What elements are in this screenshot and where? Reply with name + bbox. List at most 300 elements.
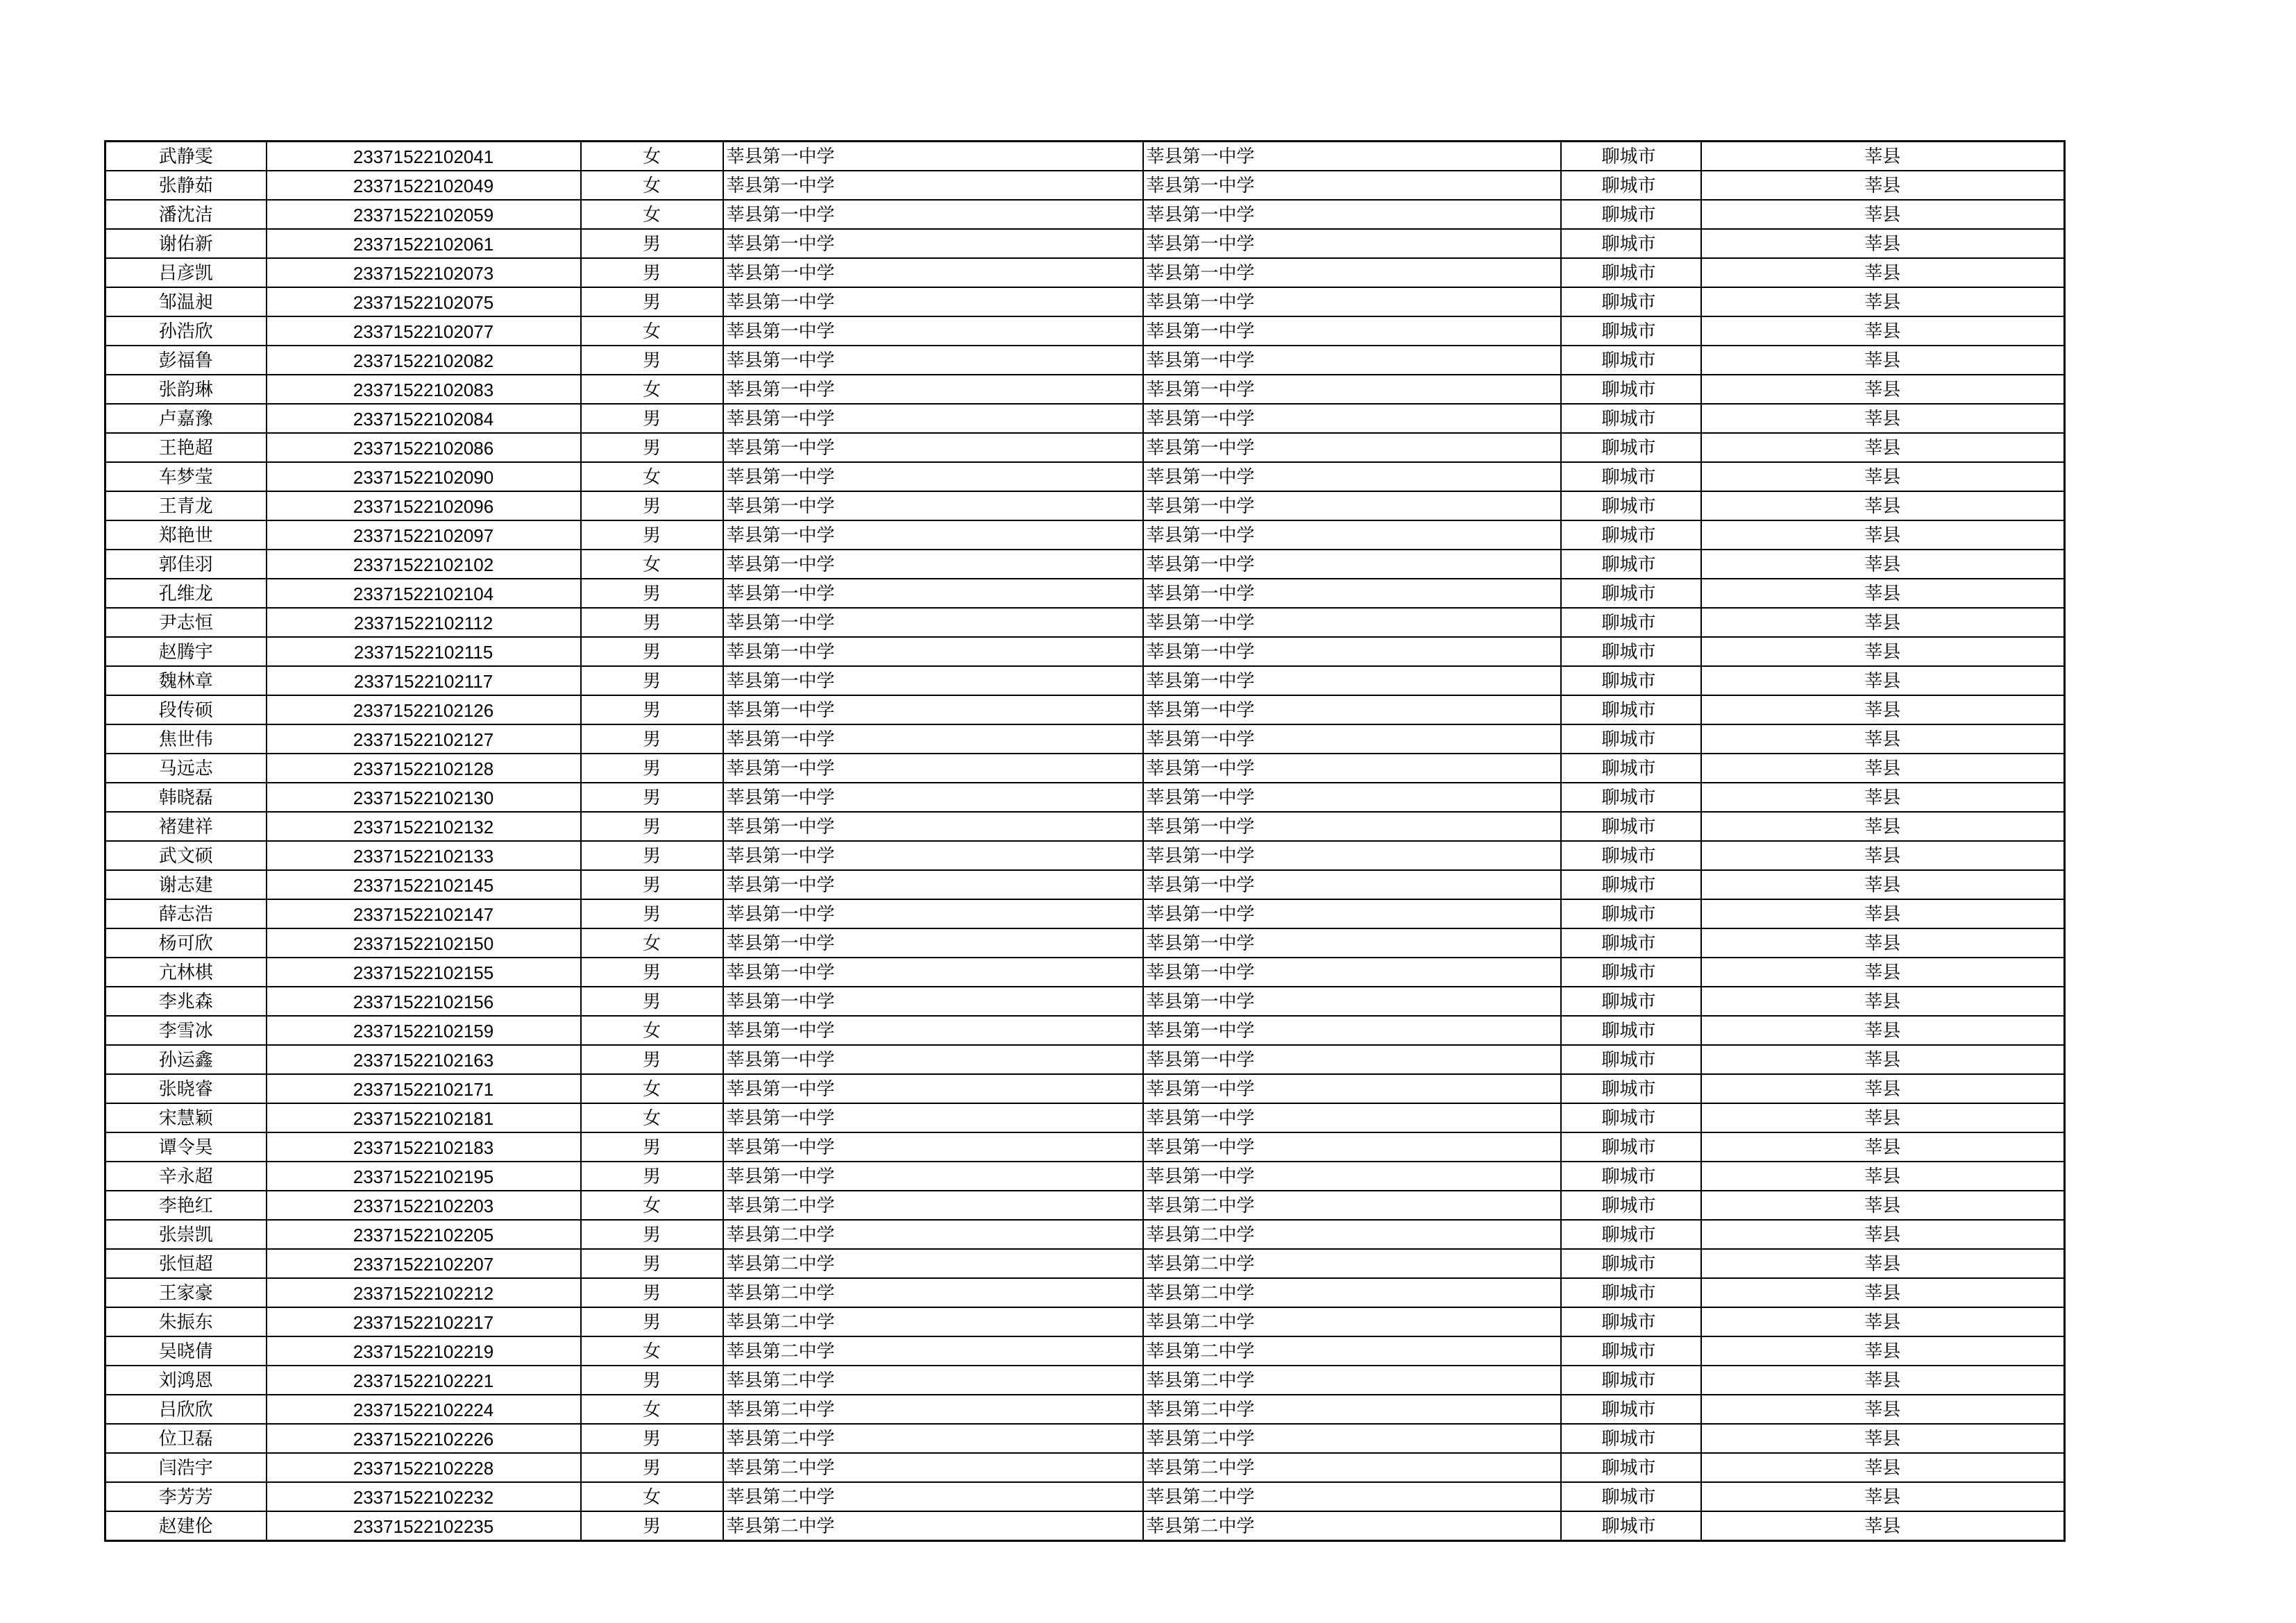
exam-number-cell: 23371522102221 [267,1366,581,1395]
city-cell: 聊城市 [1561,695,1701,724]
school-cell: 莘县第二中学 [723,1453,1143,1482]
gender-cell: 男 [581,695,723,724]
student-name-cell: 张静茹 [105,171,267,200]
school-cell: 莘县第一中学 [723,258,1143,287]
registration-school-cell: 莘县第二中学 [1143,1482,1561,1511]
registration-school-cell: 莘县第一中学 [1143,229,1561,258]
registration-school-cell: 莘县第一中学 [1143,346,1561,375]
registration-school-cell: 莘县第一中学 [1143,695,1561,724]
exam-number-cell: 23371522102235 [267,1511,581,1541]
county-cell: 莘县 [1701,1453,2065,1482]
exam-number-cell: 23371522102195 [267,1162,581,1191]
exam-number-cell: 23371522102090 [267,462,581,491]
student-name-cell: 焦世伟 [105,724,267,754]
school-cell: 莘县第二中学 [723,1307,1143,1336]
table-row [105,1220,2065,1249]
exam-number-cell: 23371522102117 [267,666,581,695]
school-cell: 莘县第一中学 [723,1103,1143,1132]
county-cell: 莘县 [1701,1249,2065,1278]
registration-school-cell: 莘县第二中学 [1143,1424,1561,1453]
city-cell: 聊城市 [1561,1016,1701,1045]
exam-number-cell: 23371522102086 [267,433,581,462]
school-cell: 莘县第一中学 [723,666,1143,695]
city-cell: 聊城市 [1561,375,1701,404]
student-name-cell: 吕欣欣 [105,1395,267,1424]
school-cell: 莘县第二中学 [723,1482,1143,1511]
school-cell: 莘县第一中学 [723,1045,1143,1074]
school-cell: 莘县第一中学 [723,1162,1143,1191]
city-cell: 聊城市 [1561,754,1701,783]
school-cell: 莘县第一中学 [723,1074,1143,1103]
registration-school-cell: 莘县第一中学 [1143,316,1561,346]
school-cell: 莘县第一中学 [723,754,1143,783]
exam-number-cell: 23371522102128 [267,754,581,783]
city-cell: 聊城市 [1561,870,1701,899]
school-cell: 莘县第二中学 [723,1511,1143,1541]
county-cell: 莘县 [1701,346,2065,375]
student-name-cell: 辛永超 [105,1162,267,1191]
gender-cell: 男 [581,724,723,754]
exam-number-cell: 23371522102207 [267,1249,581,1278]
table-row [105,1424,2065,1453]
school-cell: 莘县第一中学 [723,287,1143,316]
exam-number-cell: 23371522102228 [267,1453,581,1482]
exam-number-cell: 23371522102084 [267,404,581,433]
county-cell: 莘县 [1701,812,2065,841]
registration-school-cell: 莘县第一中学 [1143,1045,1561,1074]
student-name-cell: 张韵琳 [105,375,267,404]
table-row [105,1132,2065,1162]
student-name-cell: 彭福鲁 [105,346,267,375]
student-name-cell: 车梦莹 [105,462,267,491]
city-cell: 聊城市 [1561,1307,1701,1336]
school-cell: 莘县第一中学 [723,550,1143,579]
student-name-cell: 张恒超 [105,1249,267,1278]
registration-school-cell: 莘县第一中学 [1143,433,1561,462]
table-row [105,1103,2065,1132]
gender-cell: 男 [581,754,723,783]
registration-school-cell: 莘县第一中学 [1143,637,1561,666]
registration-school-cell: 莘县第一中学 [1143,783,1561,812]
table-row [105,841,2065,870]
county-cell: 莘县 [1701,1074,2065,1103]
city-cell: 聊城市 [1561,1045,1701,1074]
exam-number-cell: 23371522102155 [267,958,581,987]
table-row [105,1482,2065,1511]
city-cell: 聊城市 [1561,608,1701,637]
gender-cell: 男 [581,1249,723,1278]
exam-number-cell: 23371522102041 [267,142,581,171]
gender-cell: 男 [581,1278,723,1307]
student-name-cell: 李雪冰 [105,1016,267,1045]
registration-school-cell: 莘县第一中学 [1143,171,1561,200]
registration-school-cell: 莘县第一中学 [1143,1132,1561,1162]
student-name-cell: 谭令昊 [105,1132,267,1162]
county-cell: 莘县 [1701,375,2065,404]
exam-number-cell: 23371522102212 [267,1278,581,1307]
school-cell: 莘县第二中学 [723,1366,1143,1395]
city-cell: 聊城市 [1561,520,1701,550]
table-row [105,1307,2065,1336]
table-row [105,375,2065,404]
gender-cell: 女 [581,142,723,171]
gender-cell: 男 [581,287,723,316]
registration-school-cell: 莘县第一中学 [1143,258,1561,287]
county-cell: 莘县 [1701,579,2065,608]
student-name-cell: 闫浩宇 [105,1453,267,1482]
registration-school-cell: 莘县第一中学 [1143,1103,1561,1132]
student-name-cell: 赵腾宇 [105,637,267,666]
student-name-cell: 吴晓倩 [105,1336,267,1366]
county-cell: 莘县 [1701,608,2065,637]
city-cell: 聊城市 [1561,171,1701,200]
county-cell: 莘县 [1701,1045,2065,1074]
city-cell: 聊城市 [1561,958,1701,987]
gender-cell: 男 [581,958,723,987]
student-name-cell: 李艳红 [105,1191,267,1220]
table-row [105,1162,2065,1191]
gender-cell: 女 [581,316,723,346]
city-cell: 聊城市 [1561,579,1701,608]
exam-number-cell: 23371522102130 [267,783,581,812]
county-cell: 莘县 [1701,1191,2065,1220]
gender-cell: 男 [581,346,723,375]
county-cell: 莘县 [1701,1278,2065,1307]
school-cell: 莘县第一中学 [723,608,1143,637]
county-cell: 莘县 [1701,666,2065,695]
school-cell: 莘县第一中学 [723,433,1143,462]
county-cell: 莘县 [1701,724,2065,754]
city-cell: 聊城市 [1561,1074,1701,1103]
table-row [105,958,2065,987]
table-row [105,491,2065,520]
school-cell: 莘县第二中学 [723,1424,1143,1453]
gender-cell: 男 [581,258,723,287]
gender-cell: 男 [581,841,723,870]
county-cell: 莘县 [1701,841,2065,870]
school-cell: 莘县第一中学 [723,958,1143,987]
gender-cell: 男 [581,229,723,258]
county-cell: 莘县 [1701,1307,2065,1336]
registration-school-cell: 莘县第一中学 [1143,520,1561,550]
exam-number-cell: 23371522102127 [267,724,581,754]
table-row [105,783,2065,812]
city-cell: 聊城市 [1561,346,1701,375]
student-name-cell: 薛志浩 [105,899,267,928]
exam-number-cell: 23371522102147 [267,899,581,928]
registration-school-cell: 莘县第一中学 [1143,666,1561,695]
exam-number-cell: 23371522102217 [267,1307,581,1336]
city-cell: 聊城市 [1561,287,1701,316]
table-row [105,666,2065,695]
school-cell: 莘县第二中学 [723,1395,1143,1424]
exam-number-cell: 23371522102171 [267,1074,581,1103]
table-row [105,1045,2065,1074]
exam-number-cell: 23371522102132 [267,812,581,841]
county-cell: 莘县 [1701,1162,2065,1191]
student-name-cell: 谢志建 [105,870,267,899]
student-name-cell: 郭佳羽 [105,550,267,579]
table-row [105,928,2065,958]
student-name-cell: 韩晓磊 [105,783,267,812]
school-cell: 莘县第一中学 [723,462,1143,491]
school-cell: 莘县第一中学 [723,1016,1143,1045]
table-row [105,142,2065,171]
registration-school-cell: 莘县第二中学 [1143,1191,1561,1220]
student-name-cell: 卢嘉豫 [105,404,267,433]
county-cell: 莘县 [1701,1132,2065,1162]
student-name-cell: 位卫磊 [105,1424,267,1453]
gender-cell: 男 [581,1366,723,1395]
school-cell: 莘县第一中学 [723,724,1143,754]
gender-cell: 女 [581,171,723,200]
exam-number-cell: 23371522102224 [267,1395,581,1424]
student-name-cell: 宋慧颖 [105,1103,267,1132]
table-row [105,316,2065,346]
registration-school-cell: 莘县第一中学 [1143,375,1561,404]
gender-cell: 男 [581,1220,723,1249]
gender-cell: 男 [581,637,723,666]
exam-number-cell: 23371522102083 [267,375,581,404]
city-cell: 聊城市 [1561,812,1701,841]
student-name-cell: 邹温昶 [105,287,267,316]
table-row [105,520,2065,550]
county-cell: 莘县 [1701,1336,2065,1366]
table-row [105,171,2065,200]
registration-school-cell: 莘县第二中学 [1143,1336,1561,1366]
exam-number-cell: 23371522102163 [267,1045,581,1074]
gender-cell: 男 [581,666,723,695]
student-name-cell: 孙运鑫 [105,1045,267,1074]
table-row [105,608,2065,637]
registration-school-cell: 莘县第一中学 [1143,404,1561,433]
exam-number-cell: 23371522102049 [267,171,581,200]
table-row [105,724,2065,754]
school-cell: 莘县第一中学 [723,899,1143,928]
city-cell: 聊城市 [1561,1162,1701,1191]
student-name-cell: 王艳超 [105,433,267,462]
table-row [105,346,2065,375]
exam-number-cell: 23371522102156 [267,987,581,1016]
registration-school-cell: 莘县第一中学 [1143,142,1561,171]
county-cell: 莘县 [1701,404,2065,433]
exam-number-cell: 23371522102150 [267,928,581,958]
city-cell: 聊城市 [1561,928,1701,958]
student-name-cell: 朱振东 [105,1307,267,1336]
gender-cell: 女 [581,200,723,229]
county-cell: 莘县 [1701,928,2065,958]
table-row [105,287,2065,316]
table-row [105,1453,2065,1482]
exam-number-cell: 23371522102077 [267,316,581,346]
student-name-cell: 王家豪 [105,1278,267,1307]
table-row [105,1249,2065,1278]
table-row [105,899,2065,928]
gender-cell: 女 [581,1191,723,1220]
registration-school-cell: 莘县第一中学 [1143,958,1561,987]
city-cell: 聊城市 [1561,142,1701,171]
school-cell: 莘县第一中学 [723,637,1143,666]
table-row [105,754,2065,783]
table-row [105,1366,2065,1395]
gender-cell: 女 [581,1103,723,1132]
student-name-cell: 马远志 [105,754,267,783]
school-cell: 莘县第二中学 [723,1278,1143,1307]
student-name-cell: 谢佑新 [105,229,267,258]
exam-number-cell: 23371522102115 [267,637,581,666]
gender-cell: 女 [581,928,723,958]
registration-school-cell: 莘县第一中学 [1143,841,1561,870]
county-cell: 莘县 [1701,1395,2065,1424]
city-cell: 聊城市 [1561,1366,1701,1395]
gender-cell: 女 [581,1482,723,1511]
exam-number-cell: 23371522102075 [267,287,581,316]
registration-school-cell: 莘县第一中学 [1143,1074,1561,1103]
student-roster-table [104,140,2066,1542]
exam-number-cell: 23371522102104 [267,579,581,608]
county-cell: 莘县 [1701,229,2065,258]
registration-school-cell: 莘县第一中学 [1143,724,1561,754]
county-cell: 莘县 [1701,899,2065,928]
registration-school-cell: 莘县第二中学 [1143,1395,1561,1424]
county-cell: 莘县 [1701,870,2065,899]
school-cell: 莘县第一中学 [723,142,1143,171]
city-cell: 聊城市 [1561,724,1701,754]
registration-school-cell: 莘县第一中学 [1143,812,1561,841]
student-name-cell: 杨可欣 [105,928,267,958]
school-cell: 莘县第一中学 [723,520,1143,550]
exam-number-cell: 23371522102102 [267,550,581,579]
student-name-cell: 尹志恒 [105,608,267,637]
city-cell: 聊城市 [1561,666,1701,695]
table-row [105,1191,2065,1220]
table-row [105,579,2065,608]
county-cell: 莘县 [1701,520,2065,550]
county-cell: 莘县 [1701,491,2065,520]
county-cell: 莘县 [1701,462,2065,491]
city-cell: 聊城市 [1561,1511,1701,1541]
county-cell: 莘县 [1701,637,2065,666]
registration-school-cell: 莘县第一中学 [1143,200,1561,229]
county-cell: 莘县 [1701,754,2065,783]
table-row [105,1016,2065,1045]
student-name-cell: 褚建祥 [105,812,267,841]
student-name-cell: 武文硕 [105,841,267,870]
school-cell: 莘县第一中学 [723,928,1143,958]
student-name-cell: 武静雯 [105,142,267,171]
exam-number-cell: 23371522102145 [267,870,581,899]
exam-number-cell: 23371522102097 [267,520,581,550]
county-cell: 莘县 [1701,550,2065,579]
student-name-cell: 赵建伦 [105,1511,267,1541]
county-cell: 莘县 [1701,1103,2065,1132]
city-cell: 聊城市 [1561,1424,1701,1453]
registration-school-cell: 莘县第二中学 [1143,1453,1561,1482]
school-cell: 莘县第二中学 [723,1336,1143,1366]
table-row [105,229,2065,258]
registration-school-cell: 莘县第一中学 [1143,462,1561,491]
student-name-cell: 段传硕 [105,695,267,724]
registration-school-cell: 莘县第一中学 [1143,870,1561,899]
county-cell: 莘县 [1701,1220,2065,1249]
county-cell: 莘县 [1701,142,2065,171]
gender-cell: 女 [581,375,723,404]
county-cell: 莘县 [1701,1424,2065,1453]
student-name-cell: 刘鸿恩 [105,1366,267,1395]
school-cell: 莘县第一中学 [723,783,1143,812]
registration-school-cell: 莘县第一中学 [1143,754,1561,783]
table-row [105,550,2065,579]
table-row [105,258,2065,287]
student-name-cell: 孙浩欣 [105,316,267,346]
school-cell: 莘县第一中学 [723,346,1143,375]
table-row [105,1395,2065,1424]
city-cell: 聊城市 [1561,491,1701,520]
student-name-cell: 张晓睿 [105,1074,267,1103]
student-name-cell: 潘沈洁 [105,200,267,229]
registration-school-cell: 莘县第一中学 [1143,608,1561,637]
gender-cell: 男 [581,1424,723,1453]
exam-number-cell: 23371522102183 [267,1132,581,1162]
table-row [105,870,2065,899]
table-row [105,1074,2065,1103]
exam-number-cell: 23371522102232 [267,1482,581,1511]
registration-school-cell: 莘县第二中学 [1143,1278,1561,1307]
registration-school-cell: 莘县第一中学 [1143,1162,1561,1191]
city-cell: 聊城市 [1561,200,1701,229]
student-name-cell: 亢林棋 [105,958,267,987]
school-cell: 莘县第一中学 [723,316,1143,346]
school-cell: 莘县第二中学 [723,1220,1143,1249]
table-body [105,142,2065,1541]
county-cell: 莘县 [1701,695,2065,724]
table-row [105,462,2065,491]
exam-number-cell: 23371522102226 [267,1424,581,1453]
exam-number-cell: 23371522102133 [267,841,581,870]
city-cell: 聊城市 [1561,637,1701,666]
city-cell: 聊城市 [1561,229,1701,258]
city-cell: 聊城市 [1561,987,1701,1016]
school-cell: 莘县第一中学 [723,841,1143,870]
exam-number-cell: 23371522102112 [267,608,581,637]
registration-school-cell: 莘县第一中学 [1143,1016,1561,1045]
gender-cell: 男 [581,404,723,433]
table-row [105,1511,2065,1541]
city-cell: 聊城市 [1561,783,1701,812]
registration-school-cell: 莘县第一中学 [1143,287,1561,316]
gender-cell: 女 [581,462,723,491]
city-cell: 聊城市 [1561,1132,1701,1162]
student-name-cell: 孔维龙 [105,579,267,608]
county-cell: 莘县 [1701,287,2065,316]
city-cell: 聊城市 [1561,1220,1701,1249]
gender-cell: 男 [581,433,723,462]
city-cell: 聊城市 [1561,404,1701,433]
county-cell: 莘县 [1701,1482,2065,1511]
city-cell: 聊城市 [1561,1103,1701,1132]
city-cell: 聊城市 [1561,1336,1701,1366]
student-name-cell: 吕彦凯 [105,258,267,287]
city-cell: 聊城市 [1561,1482,1701,1511]
exam-number-cell: 23371522102059 [267,200,581,229]
county-cell: 莘县 [1701,987,2065,1016]
table-row [105,637,2065,666]
gender-cell: 男 [581,987,723,1016]
gender-cell: 男 [581,812,723,841]
registration-school-cell: 莘县第一中学 [1143,987,1561,1016]
table-row [105,433,2065,462]
school-cell: 莘县第一中学 [723,171,1143,200]
